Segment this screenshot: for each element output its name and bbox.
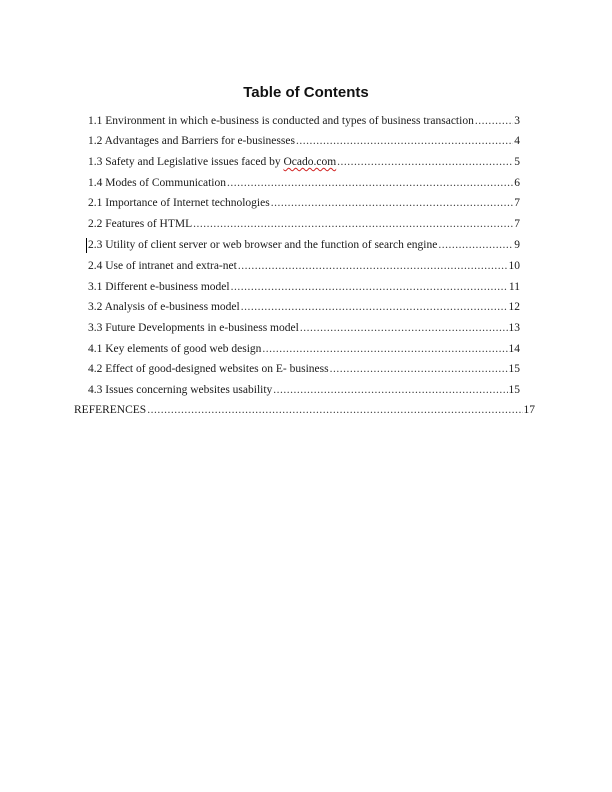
misspelled-word[interactable]: Ocado.com [283, 156, 337, 168]
toc-entry-3-2[interactable] [88, 299, 520, 315]
toc-entry-page: 10 [508, 260, 520, 272]
toc-entry-label [88, 154, 336, 170]
toc-entry-page: 14 [508, 343, 520, 355]
toc-entry-label: 1.2 Advantages and Barriers for e-businesses [88, 135, 295, 147]
toc-entry-page: 15 [508, 384, 520, 396]
text-cursor [86, 238, 87, 253]
toc-entry-label: 2.3 Utility of client server or web browser and the function of search engine [88, 239, 438, 251]
toc-entry-page: 9 [514, 239, 520, 251]
toc-entry-label: 2.2 Features of HTML [88, 218, 193, 230]
dot-leader [193, 216, 513, 232]
dot-leader [231, 279, 508, 295]
toc-entry-label: 3.2 Analysis of e-business model [88, 301, 240, 313]
dot-leader [241, 299, 508, 315]
toc-entry-2-2[interactable] [88, 216, 520, 232]
dot-leader [337, 154, 513, 170]
toc-entry-4-3[interactable] [88, 382, 520, 398]
dot-leader [438, 237, 513, 253]
toc-entry-label: 3.1 Different e-business model [88, 281, 230, 293]
dot-leader [238, 258, 508, 274]
toc-entry-label: 1.4 Modes of Communication [88, 177, 226, 189]
toc-entry-4-2[interactable] [88, 361, 520, 377]
toc-entry-label-text: 1.3 Safety and Legislative issues faced by [88, 156, 284, 168]
toc-entry-label: 4.1 Key elements of good web design [88, 343, 262, 355]
dot-leader [227, 175, 513, 191]
toc-entry-label: 3.3 Future Developments in e-business model [88, 322, 299, 334]
toc-entry-label: 2.1 Importance of Internet technologies [88, 197, 270, 209]
toc-entry-1-4[interactable] [88, 175, 520, 191]
toc-entry-label: 4.2 Effect of good-designed websites on E- business [88, 363, 329, 375]
toc-entry-label: 1.1 Environment in which e-business is conducted and types of business transaction [88, 115, 474, 127]
toc-entry-label: REFERENCES [74, 404, 147, 416]
toc-entry-label: 4.3 Issues concerning websites usability [88, 384, 273, 396]
toc-entry-4-1[interactable] [88, 341, 520, 357]
toc-entry-page: 7 [514, 218, 520, 230]
toc-entry-page: 12 [508, 301, 520, 313]
toc-entry-1-3[interactable] [88, 154, 520, 170]
toc-entry-page: 11 [508, 281, 520, 293]
toc-entry-2-3[interactable] [88, 237, 520, 253]
toc-entry-3-1[interactable] [88, 279, 520, 295]
dot-leader [262, 341, 507, 357]
dot-leader [300, 320, 508, 336]
dot-leader [296, 133, 513, 149]
toc-entry-page: 13 [508, 322, 520, 334]
dot-leader [475, 113, 513, 129]
dot-leader [273, 382, 507, 398]
dot-leader [147, 402, 522, 418]
toc-entry-label: 2.4 Use of intranet and extra-net [88, 260, 237, 272]
toc-entry-2-4[interactable] [88, 258, 520, 274]
toc-entry-1-2[interactable] [88, 133, 520, 149]
toc-entry-page: 6 [514, 177, 520, 189]
toc-entry-2-1[interactable] [88, 195, 520, 211]
toc-entry-references[interactable] [74, 402, 535, 418]
toc-entry-page: 7 [514, 197, 520, 209]
toc-entry-page: 17 [523, 404, 535, 416]
toc-entry-page: 3 [514, 115, 520, 127]
toc-title: Table of Contents [243, 84, 369, 101]
toc-entry-3-3[interactable] [88, 320, 520, 336]
toc-entry-1-1[interactable] [88, 113, 520, 129]
toc-entry-page: 15 [508, 363, 520, 375]
dot-leader [330, 361, 508, 377]
dot-leader [271, 195, 514, 211]
toc-entry-page: 4 [514, 135, 520, 147]
toc-entry-page: 5 [514, 156, 520, 168]
